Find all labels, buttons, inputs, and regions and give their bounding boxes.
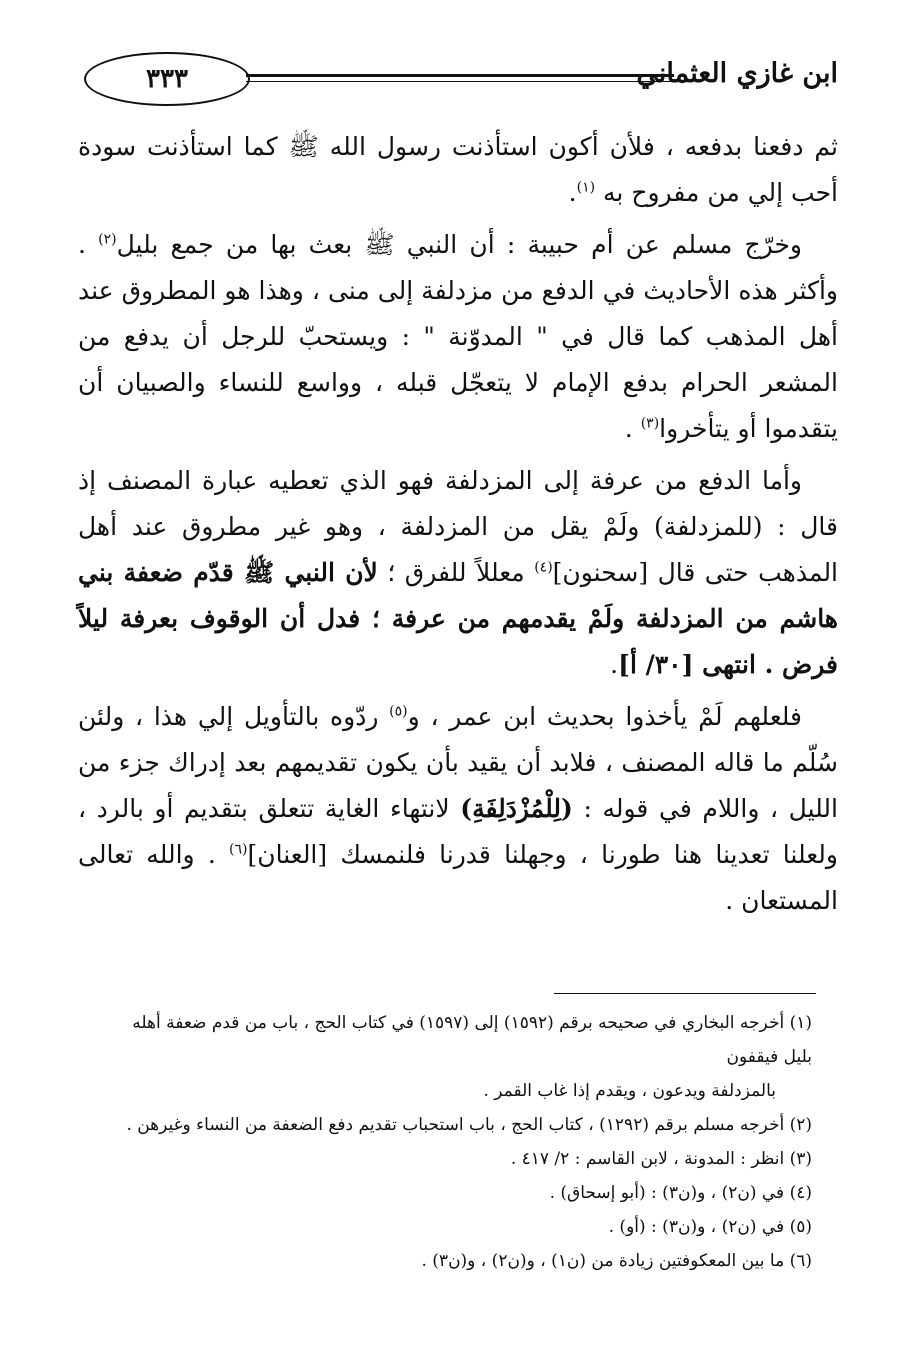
- paragraph-2-text-b: . وأكثر هذه الأحاديث في الدفع من مزدلفة إلى منى ، وهذا هو المطروق عند أهل المذهب كما قال في " المدوّنة " : ويستحبّ للرجل أن يدفع من المشعر الحرام بدفع الإمام لا يتعجّل قبله ، وواسع للنساء والصبيان أن يتقدموا أو يتأخروا: [78, 230, 838, 443]
- paragraph-1: [78, 124, 838, 216]
- footnote-6: (٦) ما بين المعكوفتين زيادة من (ن١) ، و(ن٢) ، و(ن٣) .: [421, 1251, 812, 1271]
- footnotes: [100, 1006, 812, 1278]
- paragraph-1-text: ثم دفعنا بدفعه ، فلأن أكون استأذنت رسول الله ﷺ كما استأذنت سودة أحب إلي من مفروح به: [78, 132, 838, 207]
- footnote-ref-1: (١): [576, 179, 596, 196]
- page-number: ٣٣٣: [84, 52, 250, 106]
- paragraph-1-end: .: [568, 178, 577, 207]
- paragraph-3-end: .: [610, 650, 619, 679]
- paragraph-3-bold-quote: لأن النبي ﷺ قدّم ضعفة بني هاشم من المزدلفة ولَمْ يقدمهم من عرفة ؛ فدل أن الوقوف بعرفة ليلاً فرض . انتهى [٣٠/ أ]: [78, 558, 838, 679]
- footnote-ref-3: (٣): [640, 415, 660, 432]
- paragraph-4-text-a: فلعلهم لَمْ يأخذوا بحديث ابن عمر ، و: [407, 702, 802, 731]
- header-rule-thin: [246, 81, 674, 82]
- footnote-separator: [554, 993, 816, 994]
- paragraph-4-text-c: لانتهاء الغاية تتعلق بتقديم أو بالرد ، ولعلنا تعدينا هنا طورنا ، وجهلنا قدرنا فلنمسك [العنان]: [78, 794, 838, 869]
- footnote-4: (٤) في (ن٢) ، و(ن٣) : (أبو إسحاق) .: [549, 1183, 812, 1203]
- footnote-ref-4: (٤): [534, 559, 553, 576]
- paragraph-2: [78, 222, 838, 452]
- footnote-5: (٥) في (ن٢) ، و(ن٣) : (أو) .: [608, 1217, 812, 1237]
- paragraph-3-text-b: معللاً للفرق ؛: [387, 558, 525, 587]
- paragraph-2-text-a: وخرّج مسلم عن أم حبيبة : أن النبي ﷺ بعث بها من جمع بليل: [116, 230, 802, 259]
- main-text: [78, 124, 838, 930]
- page-header: [80, 52, 840, 112]
- paragraph-3-text-a: وأما الدفع من عرفة إلى المزدلفة فهو الذي تعطيه عبارة المصنف إذ قال : (للمزدلفة) ولَمْ يقل من المزدلفة ، وهو غير مطروق عند أهل المذهب حتى قال [سحنون]: [78, 466, 839, 587]
- paragraph-4-end: . والله تعالى المستعان .: [78, 840, 838, 915]
- footnote-3: (٣) انظر : المدونة ، لابن القاسم : ٢/ ٤١٧ .: [510, 1149, 812, 1169]
- header-rule: [246, 74, 674, 77]
- paragraph-2-end: .: [624, 414, 633, 443]
- paragraph-3: [78, 458, 838, 688]
- footnote-ref-6: (٦): [229, 841, 248, 858]
- paragraph-4-text-b: ردّوه بالتأويل إلي هذا ، ولئن سُلّم ما قاله المصنف ، فلابد أن يقيد بأن يكون تقديمهم بعد إدراك جزء من الليل ، واللام في قوله :: [78, 702, 838, 823]
- footnote-1: (١) أخرجه البخاري في صحيحه برقم (١٥٩٢) إلى (١٥٩٧) في كتاب الحج ، باب من قدم ضعفة أهله بليل فيقفون: [132, 1013, 812, 1067]
- footnote-ref-2: (٢): [98, 231, 117, 248]
- footnote-ref-5: (٥): [389, 703, 408, 720]
- paragraph-4: [78, 694, 838, 924]
- footnote-2: (٢) أخرجه مسلم برقم (١٢٩٢) ، كتاب الحج ، باب استحباب تقديم دفع الضعفة من النساء وغيرهن .: [126, 1115, 812, 1135]
- footnote-1-continued: بالمزدلفة ويدعون ، ويقدم إذا غاب القمر .: [483, 1081, 776, 1101]
- running-title: ابن غازي العثماني: [636, 58, 838, 89]
- quranic-quote: (لِلْمُزْدَلِفَةِ): [460, 794, 573, 823]
